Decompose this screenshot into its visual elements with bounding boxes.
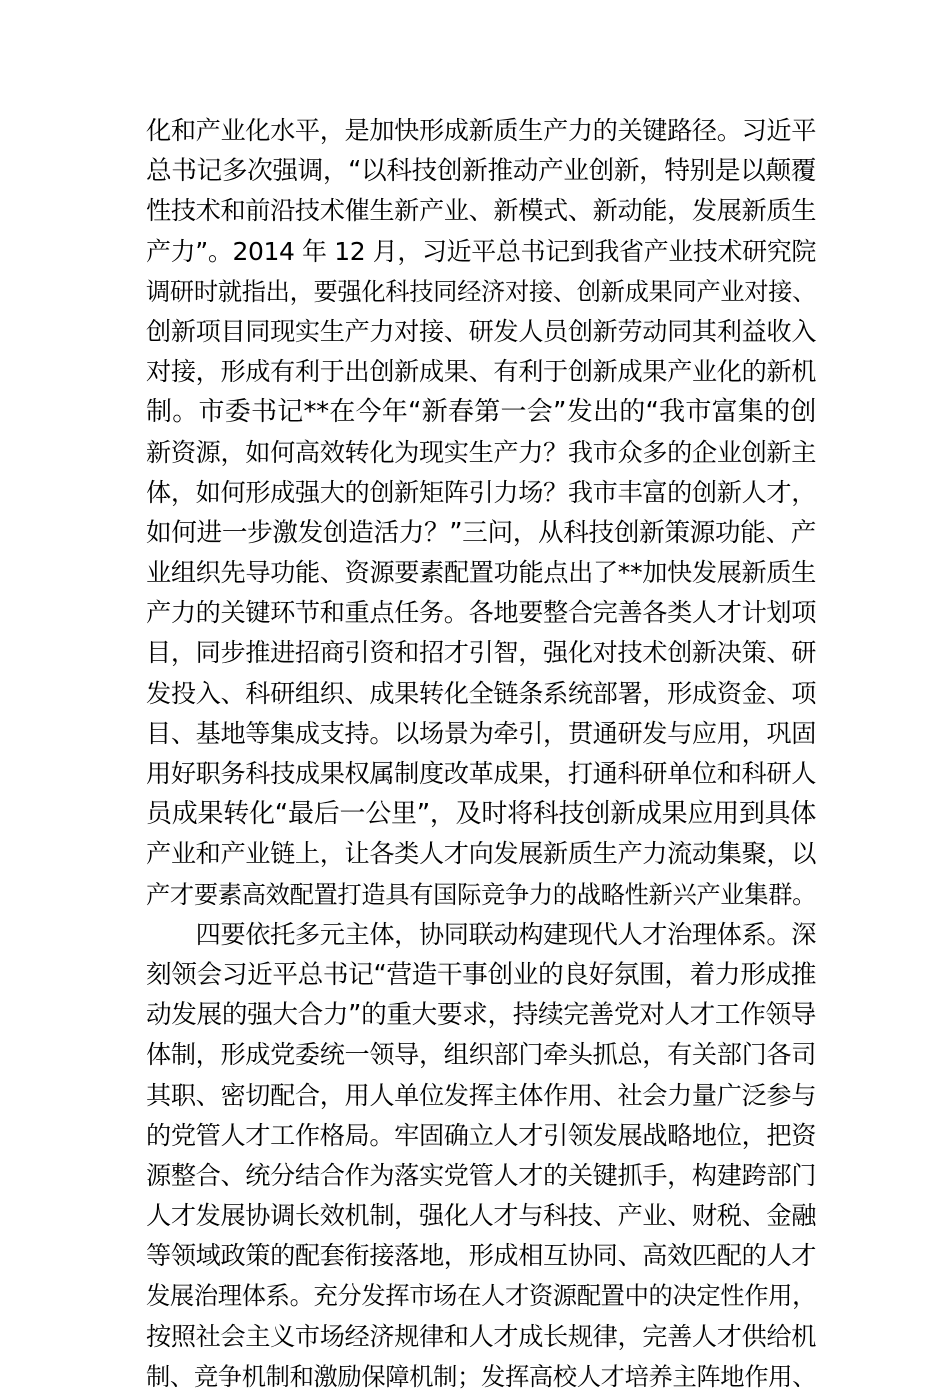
text-line: 总书记多次强调，“以科技创新推动产业创新，特别是以颠覆 [146, 156, 816, 187]
text-line: 调研时就指出，要强化科技同经济对接、创新成果同产业对接、 [146, 276, 816, 306]
body-text [146, 111, 816, 1397]
paragraph-start-line: 四要依托多元主体，协同联动构建现代人才治理体系。深 [146, 919, 816, 949]
text-line: 创新项目同现实生产力对接、研发人员创新劳动同其利益收入 [146, 316, 816, 346]
text-line: 业组织先导功能、资源要素配置功能点出了**加快发展新质生 [146, 558, 816, 588]
text-line: 制。市委书记**在今年“新春第一会”发出的“我市富集的创 [146, 397, 816, 428]
text-line: 用好职务科技成果权属制度改革成果，打通科研单位和科研人 [146, 759, 816, 788]
text-line: 动发展的强大合力”的重大要求，持续完善党对人才工作领导 [146, 1000, 816, 1031]
paragraph-end-line: 产才要素高效配置打造具有国际竞争力的战略性新兴产业集群。 [146, 879, 816, 909]
text-line: 等领域政策的配套衔接落地，形成相互协同、高效匹配的人才 [146, 1241, 816, 1271]
text-line: 目、基地等集成支持。以场景为牵引，贯通研发与应用，巩固 [146, 718, 816, 748]
text-line: 新资源，如何高效转化为现实生产力？我市众多的企业创新主 [146, 437, 816, 467]
text-line: 性技术和前沿技术催生新产业、新模式、新动能，发展新质生 [146, 196, 816, 226]
text-line: 目，同步推进招商引资和招才引智，强化对技术创新决策、研 [146, 638, 816, 668]
text-line: 发展治理体系。充分发挥市场在人才资源配置中的决定性作用， [146, 1281, 816, 1311]
text-line: 产业和产业链上，让各类人才向发展新质生产力流动集聚，以 [146, 839, 816, 869]
text-line: 源整合、统分结合作为落实党管人才的关键抓手，构建跨部门 [146, 1160, 816, 1190]
text-line: 员成果转化“最后一公里”，及时将科技创新成果应用到具体 [146, 799, 816, 830]
text-line: 其职、密切配合，用人单位发挥主体作用、社会力量广泛参与 [146, 1080, 816, 1110]
text-line: 制、竞争机制和激励保障机制；发挥高校人才培养主阵地作用、 [146, 1361, 816, 1391]
text-line: 发投入、科研组织、成果转化全链条系统部署，形成资金、项 [146, 678, 816, 708]
text-line: 产力”。2014 年 12 月，习近平总书记到我省产业技术研究院 [146, 236, 816, 266]
text-line: 如何进一步激发创造活力？”三问，从科技创新策源功能、产 [146, 517, 816, 548]
text-line: 产力的关键环节和重点任务。各地要整合完善各类人才计划项 [146, 598, 816, 628]
text-line: 化和产业化水平，是加快形成新质生产力的关键路径。习近平 [146, 116, 816, 145]
text-line: 的党管人才工作格局。牢固确立人才引领发展战略地位，把资 [146, 1120, 816, 1150]
text-line: 对接，形成有利于出创新成果、有利于创新成果产业化的新机 [146, 357, 816, 387]
text-line: 体，如何形成强大的创新矩阵引力场？我市丰富的创新人才， [146, 477, 816, 507]
text-line: 体制，形成党委统一领导，组织部门牵头抓总，有关部门各司 [146, 1040, 816, 1070]
text-line: 人才发展协调长效机制，强化人才与科技、产业、财税、金融 [146, 1201, 816, 1231]
text-line: 按照社会主义市场经济规律和人才成长规律，完善人才供给机 [146, 1321, 816, 1351]
text-line: 刻领会习近平总书记“营造干事创业的良好氛围，着力形成推 [146, 959, 816, 990]
